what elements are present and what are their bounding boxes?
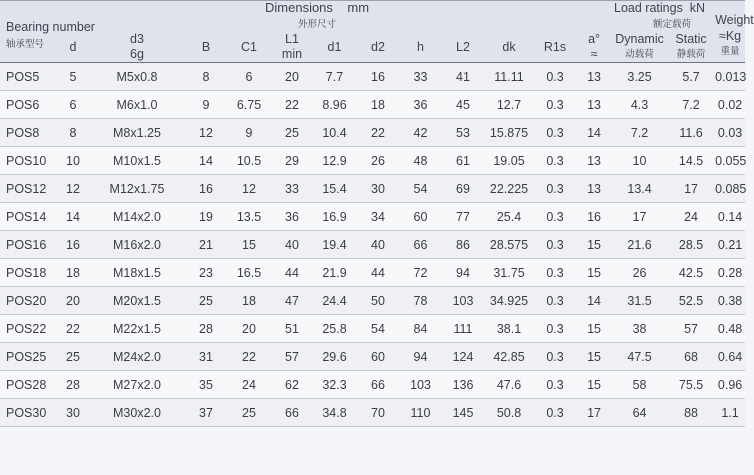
cell-bearing-number: POS20 (0, 287, 58, 315)
cell-h: 42 (399, 119, 442, 147)
cell-d2: 70 (357, 399, 399, 427)
cell-c1: 15 (226, 231, 272, 259)
col-static-header (667, 32, 715, 63)
table-row (0, 343, 745, 371)
cell-dk: 28.575 (484, 231, 534, 259)
cell-bearing-number: POS14 (0, 203, 58, 231)
cell-bearing-number: POS22 (0, 315, 58, 343)
dimensions-cn-label: 外形尺寸 (298, 19, 337, 30)
col-r1s-header: R1s (534, 32, 576, 63)
cell-d1: 10.4 (312, 119, 357, 147)
cell-h: 103 (399, 371, 442, 399)
col-d-header: d (58, 32, 88, 63)
cell-b: 8 (186, 63, 226, 91)
cell-d: 28 (58, 371, 88, 399)
col-dynamic-header (612, 32, 667, 63)
cell-d: 25 (58, 343, 88, 371)
cell-d1: 16.9 (312, 203, 357, 231)
cell-d1: 8.96 (312, 91, 357, 119)
cell-dynamic: 26 (612, 259, 667, 287)
col-d1-header: d1 (312, 32, 357, 63)
table-row (0, 63, 745, 91)
cell-dynamic: 3.25 (612, 63, 667, 91)
cell-a: 15 (576, 315, 612, 343)
cell-a: 13 (576, 175, 612, 203)
cell-d1: 29.6 (312, 343, 357, 371)
cell-l1: 33 (272, 175, 312, 203)
cell-static: 5.7 (667, 63, 715, 91)
table-row (0, 371, 745, 399)
cell-c1: 9 (226, 119, 272, 147)
bearing-number-header (0, 1, 95, 63)
cell-bearing-number: POS25 (0, 343, 58, 371)
cell-a: 17 (576, 399, 612, 427)
cell-d3: M30x2.0 (88, 399, 186, 427)
cell-d: 18 (58, 259, 88, 287)
cell-l2: 103 (442, 287, 484, 315)
cell-a: 15 (576, 343, 612, 371)
cell-l2: 136 (442, 371, 484, 399)
table-header (0, 0, 754, 63)
cell-h: 66 (399, 231, 442, 259)
cell-d1: 32.3 (312, 371, 357, 399)
weight-header (715, 1, 754, 63)
cell-c1: 20 (226, 315, 272, 343)
cell-l1: 47 (272, 287, 312, 315)
cell-c1: 25 (226, 399, 272, 427)
dimensions-header (58, 1, 576, 33)
cell-h: 94 (399, 343, 442, 371)
cell-dk: 25.4 (484, 203, 534, 231)
cell-dynamic: 13.4 (612, 175, 667, 203)
cell-c1: 6 (226, 63, 272, 91)
cell-l1: 44 (272, 259, 312, 287)
cell-a: 15 (576, 371, 612, 399)
cell-r1s: 0.3 (534, 119, 576, 147)
cell-b: 21 (186, 231, 226, 259)
weight-label: Weight ≈Kg (715, 12, 754, 43)
cell-static: 11.6 (667, 119, 715, 147)
cell-weight: 0.14 (715, 203, 745, 231)
cell-c1: 13.5 (226, 203, 272, 231)
cell-dk: 22.225 (484, 175, 534, 203)
dimensions-label: Dimensions mm (265, 0, 370, 15)
cell-dk: 31.75 (484, 259, 534, 287)
cell-dynamic: 38 (612, 315, 667, 343)
cell-d3: M8x1.25 (88, 119, 186, 147)
cell-weight: 0.02 (715, 91, 745, 119)
cell-a: 14 (576, 119, 612, 147)
cell-weight: 0.03 (715, 119, 745, 147)
cell-c1: 10.5 (226, 147, 272, 175)
cell-h: 84 (399, 315, 442, 343)
cell-bearing-number: POS6 (0, 91, 58, 119)
cell-b: 14 (186, 147, 226, 175)
cell-static: 24 (667, 203, 715, 231)
cell-bearing-number: POS10 (0, 147, 58, 175)
cell-dk: 19.05 (484, 147, 534, 175)
cell-b: 28 (186, 315, 226, 343)
cell-dk: 47.6 (484, 371, 534, 399)
cell-static: 68 (667, 343, 715, 371)
cell-dynamic: 7.2 (612, 119, 667, 147)
cell-l1: 66 (272, 399, 312, 427)
cell-a: 16 (576, 203, 612, 231)
cell-d3: M10x1.5 (88, 147, 186, 175)
table-body (0, 63, 745, 427)
cell-r1s: 0.3 (534, 203, 576, 231)
bearing-number-label: Bearing number (6, 19, 95, 34)
cell-h: 78 (399, 287, 442, 315)
cell-d2: 50 (357, 287, 399, 315)
cell-r1s: 0.3 (534, 175, 576, 203)
cell-r1s: 0.3 (534, 315, 576, 343)
load-ratings-label: Load ratings kN (614, 1, 706, 15)
table-row (0, 315, 745, 343)
cell-d1: 15.4 (312, 175, 357, 203)
col-d3-label: d3 (130, 32, 144, 46)
col-d3-sub-label: 6g (130, 47, 144, 61)
cell-a: 15 (576, 259, 612, 287)
cell-l2: 45 (442, 91, 484, 119)
cell-bearing-number: POS5 (0, 63, 58, 91)
cell-weight: 0.085 (715, 175, 745, 203)
col-l1-label: L1 (285, 32, 299, 46)
col-d3-header (88, 32, 186, 63)
cell-l2: 41 (442, 63, 484, 91)
cell-a: 13 (576, 91, 612, 119)
cell-d: 6 (58, 91, 88, 119)
cell-d1: 25.8 (312, 315, 357, 343)
cell-weight: 0.28 (715, 259, 745, 287)
cell-d2: 44 (357, 259, 399, 287)
cell-d3: M27x2.0 (88, 371, 186, 399)
col-dk-header: dk (484, 32, 534, 63)
cell-weight: 1.1 (715, 399, 745, 427)
cell-l1: 57 (272, 343, 312, 371)
col-dynamic-cn-label: 动载荷 (625, 49, 654, 60)
cell-c1: 22 (226, 343, 272, 371)
cell-d: 8 (58, 119, 88, 147)
cell-static: 28.5 (667, 231, 715, 259)
cell-d2: 40 (357, 231, 399, 259)
col-h-header: h (399, 32, 442, 63)
cell-static: 42.5 (667, 259, 715, 287)
cell-dynamic: 47.5 (612, 343, 667, 371)
cell-h: 33 (399, 63, 442, 91)
cell-d: 10 (58, 147, 88, 175)
cell-static: 52.5 (667, 287, 715, 315)
cell-b: 23 (186, 259, 226, 287)
cell-d: 16 (58, 231, 88, 259)
table-row (0, 119, 745, 147)
cell-d3: M16x2.0 (88, 231, 186, 259)
cell-d3: M24x2.0 (88, 343, 186, 371)
cell-dk: 38.1 (484, 315, 534, 343)
cell-l1: 29 (272, 147, 312, 175)
cell-l2: 53 (442, 119, 484, 147)
cell-bearing-number: POS16 (0, 231, 58, 259)
cell-h: 110 (399, 399, 442, 427)
cell-r1s: 0.3 (534, 343, 576, 371)
cell-bearing-number: POS12 (0, 175, 58, 203)
cell-d3: M22x1.5 (88, 315, 186, 343)
cell-d2: 18 (357, 91, 399, 119)
cell-static: 14.5 (667, 147, 715, 175)
weight-cn-label: 重量 (720, 45, 740, 57)
cell-c1: 18 (226, 287, 272, 315)
col-l2-header: L2 (442, 32, 484, 63)
cell-l2: 111 (442, 315, 484, 343)
table-row (0, 175, 745, 203)
cell-r1s: 0.3 (534, 231, 576, 259)
cell-l1: 25 (272, 119, 312, 147)
cell-dynamic: 31.5 (612, 287, 667, 315)
load-ratings-header (576, 1, 715, 33)
cell-weight: 0.96 (715, 371, 745, 399)
cell-d: 22 (58, 315, 88, 343)
cell-b: 25 (186, 287, 226, 315)
cell-static: 75.5 (667, 371, 715, 399)
cell-d2: 54 (357, 315, 399, 343)
cell-h: 60 (399, 203, 442, 231)
cell-bearing-number: POS30 (0, 399, 58, 427)
cell-b: 19 (186, 203, 226, 231)
cell-dk: 42.85 (484, 343, 534, 371)
cell-l2: 77 (442, 203, 484, 231)
cell-d2: 30 (357, 175, 399, 203)
cell-dynamic: 10 (612, 147, 667, 175)
col-static-label: Static (675, 32, 707, 46)
cell-a: 15 (576, 231, 612, 259)
load-ratings-cn-label: 额定载荷 (653, 19, 692, 30)
col-b-header: B (186, 32, 226, 63)
cell-l1: 22 (272, 91, 312, 119)
cell-static: 88 (667, 399, 715, 427)
cell-l1: 40 (272, 231, 312, 259)
bearing-number-cn-label: 轴承型号 (6, 38, 45, 50)
cell-d2: 26 (357, 147, 399, 175)
cell-b: 35 (186, 371, 226, 399)
table-row (0, 231, 745, 259)
cell-a: 13 (576, 147, 612, 175)
cell-static: 7.2 (667, 91, 715, 119)
cell-dk: 34.925 (484, 287, 534, 315)
col-static-cn-label: 静载荷 (676, 49, 706, 60)
cell-d3: M5x0.8 (88, 63, 186, 91)
cell-d: 30 (58, 399, 88, 427)
cell-d1: 21.9 (312, 259, 357, 287)
cell-static: 17 (667, 175, 715, 203)
col-a-sub-label: ≈ (590, 47, 598, 61)
cell-d2: 22 (357, 119, 399, 147)
cell-h: 48 (399, 147, 442, 175)
cell-d: 12 (58, 175, 88, 203)
cell-dynamic: 64 (612, 399, 667, 427)
cell-bearing-number: POS28 (0, 371, 58, 399)
cell-r1s: 0.3 (534, 399, 576, 427)
cell-d3: M18x1.5 (88, 259, 186, 287)
cell-r1s: 0.3 (534, 287, 576, 315)
cell-b: 16 (186, 175, 226, 203)
cell-l1: 36 (272, 203, 312, 231)
cell-a: 13 (576, 63, 612, 91)
table-row (0, 91, 745, 119)
cell-d3: M6x1.0 (88, 91, 186, 119)
cell-dk: 11.11 (484, 63, 534, 91)
cell-l2: 61 (442, 147, 484, 175)
cell-weight: 0.64 (715, 343, 745, 371)
table-row (0, 147, 745, 175)
cell-d2: 66 (357, 371, 399, 399)
cell-weight: 0.48 (715, 315, 745, 343)
cell-dk: 15.875 (484, 119, 534, 147)
cell-d1: 7.7 (312, 63, 357, 91)
cell-h: 54 (399, 175, 442, 203)
cell-d1: 24.4 (312, 287, 357, 315)
col-d2-header: d2 (357, 32, 399, 63)
cell-d3: M20x1.5 (88, 287, 186, 315)
table-row (0, 259, 745, 287)
col-c1-header: C1 (226, 32, 272, 63)
cell-c1: 12 (226, 175, 272, 203)
cell-d: 20 (58, 287, 88, 315)
cell-b: 31 (186, 343, 226, 371)
cell-r1s: 0.3 (534, 91, 576, 119)
cell-r1s: 0.3 (534, 147, 576, 175)
table-row (0, 399, 745, 427)
cell-d2: 16 (357, 63, 399, 91)
cell-b: 9 (186, 91, 226, 119)
cell-b: 12 (186, 119, 226, 147)
cell-r1s: 0.3 (534, 259, 576, 287)
cell-l1: 51 (272, 315, 312, 343)
cell-weight: 0.38 (715, 287, 745, 315)
cell-l1: 62 (272, 371, 312, 399)
table-row (0, 287, 745, 315)
cell-weight: 0.055 (715, 147, 745, 175)
col-l1-sub-label: min (281, 47, 303, 61)
cell-l2: 124 (442, 343, 484, 371)
cell-l2: 94 (442, 259, 484, 287)
col-a-header (576, 32, 612, 63)
cell-d: 14 (58, 203, 88, 231)
cell-bearing-number: POS18 (0, 259, 58, 287)
cell-d3: M14x2.0 (88, 203, 186, 231)
cell-static: 57 (667, 315, 715, 343)
cell-bearing-number: POS8 (0, 119, 58, 147)
cell-weight: 0.21 (715, 231, 745, 259)
cell-l2: 69 (442, 175, 484, 203)
table-row (0, 203, 745, 231)
cell-dk: 12.7 (484, 91, 534, 119)
cell-a: 14 (576, 287, 612, 315)
cell-d: 5 (58, 63, 88, 91)
cell-r1s: 0.3 (534, 371, 576, 399)
cell-d1: 12.9 (312, 147, 357, 175)
cell-d2: 60 (357, 343, 399, 371)
cell-h: 36 (399, 91, 442, 119)
col-a-label: a° (588, 32, 601, 46)
cell-c1: 24 (226, 371, 272, 399)
cell-c1: 16.5 (226, 259, 272, 287)
cell-l1: 20 (272, 63, 312, 91)
cell-d1: 19.4 (312, 231, 357, 259)
cell-l2: 145 (442, 399, 484, 427)
cell-d1: 34.8 (312, 399, 357, 427)
cell-c1: 6.75 (226, 91, 272, 119)
cell-dk: 50.8 (484, 399, 534, 427)
cell-d2: 34 (357, 203, 399, 231)
cell-h: 72 (399, 259, 442, 287)
cell-b: 37 (186, 399, 226, 427)
cell-d3: M12x1.75 (88, 175, 186, 203)
cell-dynamic: 21.6 (612, 231, 667, 259)
col-dynamic-label: Dynamic (615, 32, 664, 46)
col-l1-header (272, 32, 312, 63)
cell-dynamic: 17 (612, 203, 667, 231)
cell-dynamic: 58 (612, 371, 667, 399)
cell-weight: 0.013 (715, 63, 745, 91)
cell-dynamic: 4.3 (612, 91, 667, 119)
cell-l2: 86 (442, 231, 484, 259)
cell-r1s: 0.3 (534, 63, 576, 91)
